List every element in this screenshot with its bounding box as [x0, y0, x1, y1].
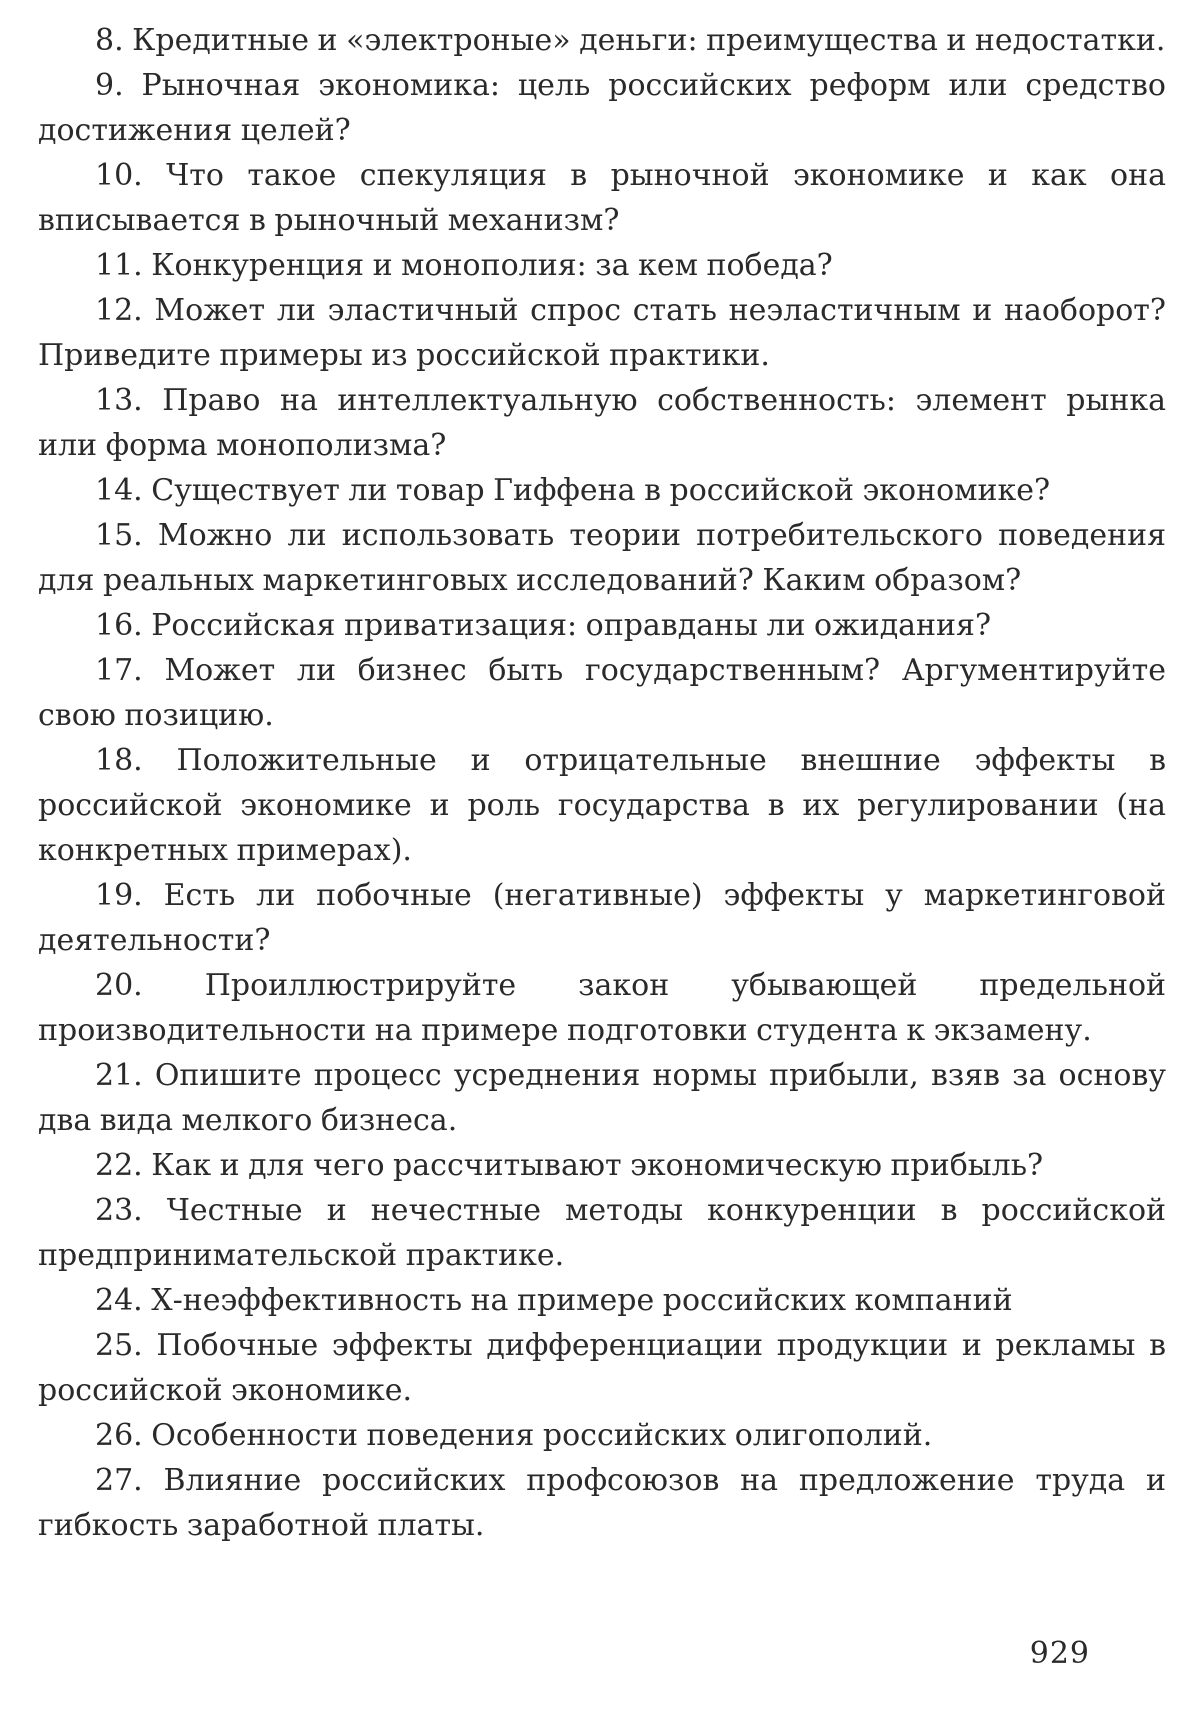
list-item: 19. Есть ли побочные (негативные) эффекты у маркетинговой деятельности? [38, 878, 1166, 958]
list-item: 15. Можно ли использовать теории потребительского поведения для реальных маркетинговых исследований? Каким образом? [38, 518, 1166, 598]
list-item: 23. Честные и нечестные методы конкуренции в российской предпринимательской практике. [38, 1193, 1166, 1273]
list-item: 27. Влияние российских профсоюзов на предложение труда и гибкость заработной платы. [38, 1463, 1166, 1543]
list-item: 12. Может ли эластичный спрос стать неэластичным и наоборот? Приведите примеры из российской практики. [38, 293, 1166, 373]
list-item: 8. Кредитные и «электроные» деньги: преимущества и недостатки. [95, 23, 1166, 58]
list-item: 21. Опишите процесс усреднения нормы прибыли, взяв за основу два вида мелкого бизнеса. [38, 1058, 1166, 1138]
list-item: 14. Существует ли товар Гиффена в российской экономике? [95, 473, 1051, 508]
list-item: 13. Право на интеллектуальную собственность: элемент рынка или форма монополизма? [38, 383, 1166, 463]
question-list [38, 18, 1166, 1548]
list-item: 26. Особенности поведения российских олигополий. [95, 1418, 933, 1453]
list-item: 9. Рыночная экономика: цель российских реформ или средство достижения целей? [38, 68, 1166, 148]
list-item: 24. Х-неэффективность на примере российских компаний [95, 1283, 1013, 1318]
list-item: 10. Что такое спекуляция в рыночной экономике и как она вписывается в рыночный механизм? [38, 158, 1166, 238]
list-item: 11. Конкуренция и монополия: за кем победа? [95, 248, 833, 283]
page-number: 929 [1029, 1636, 1090, 1671]
list-item: 18. Положительные и отрицательные внешние эффекты в российской экономике и роль государства в их регулировании (на конкретных примерах). [38, 743, 1166, 868]
list-item: 22. Как и для чего рассчитывают экономическую прибыль? [95, 1148, 1044, 1183]
list-item: 20. Проиллюстрируйте закон убывающей предельной производительности на примере подготовки студента к экзамену. [38, 968, 1166, 1048]
list-item: 17. Может ли бизнес быть государственным? Аргументируйте свою позицию. [38, 653, 1166, 733]
list-item: 25. Побочные эффекты дифференциации продукции и рекламы в российской экономике. [38, 1328, 1166, 1408]
list-item: 16. Российская приватизация: оправданы ли ожидания? [95, 608, 992, 643]
